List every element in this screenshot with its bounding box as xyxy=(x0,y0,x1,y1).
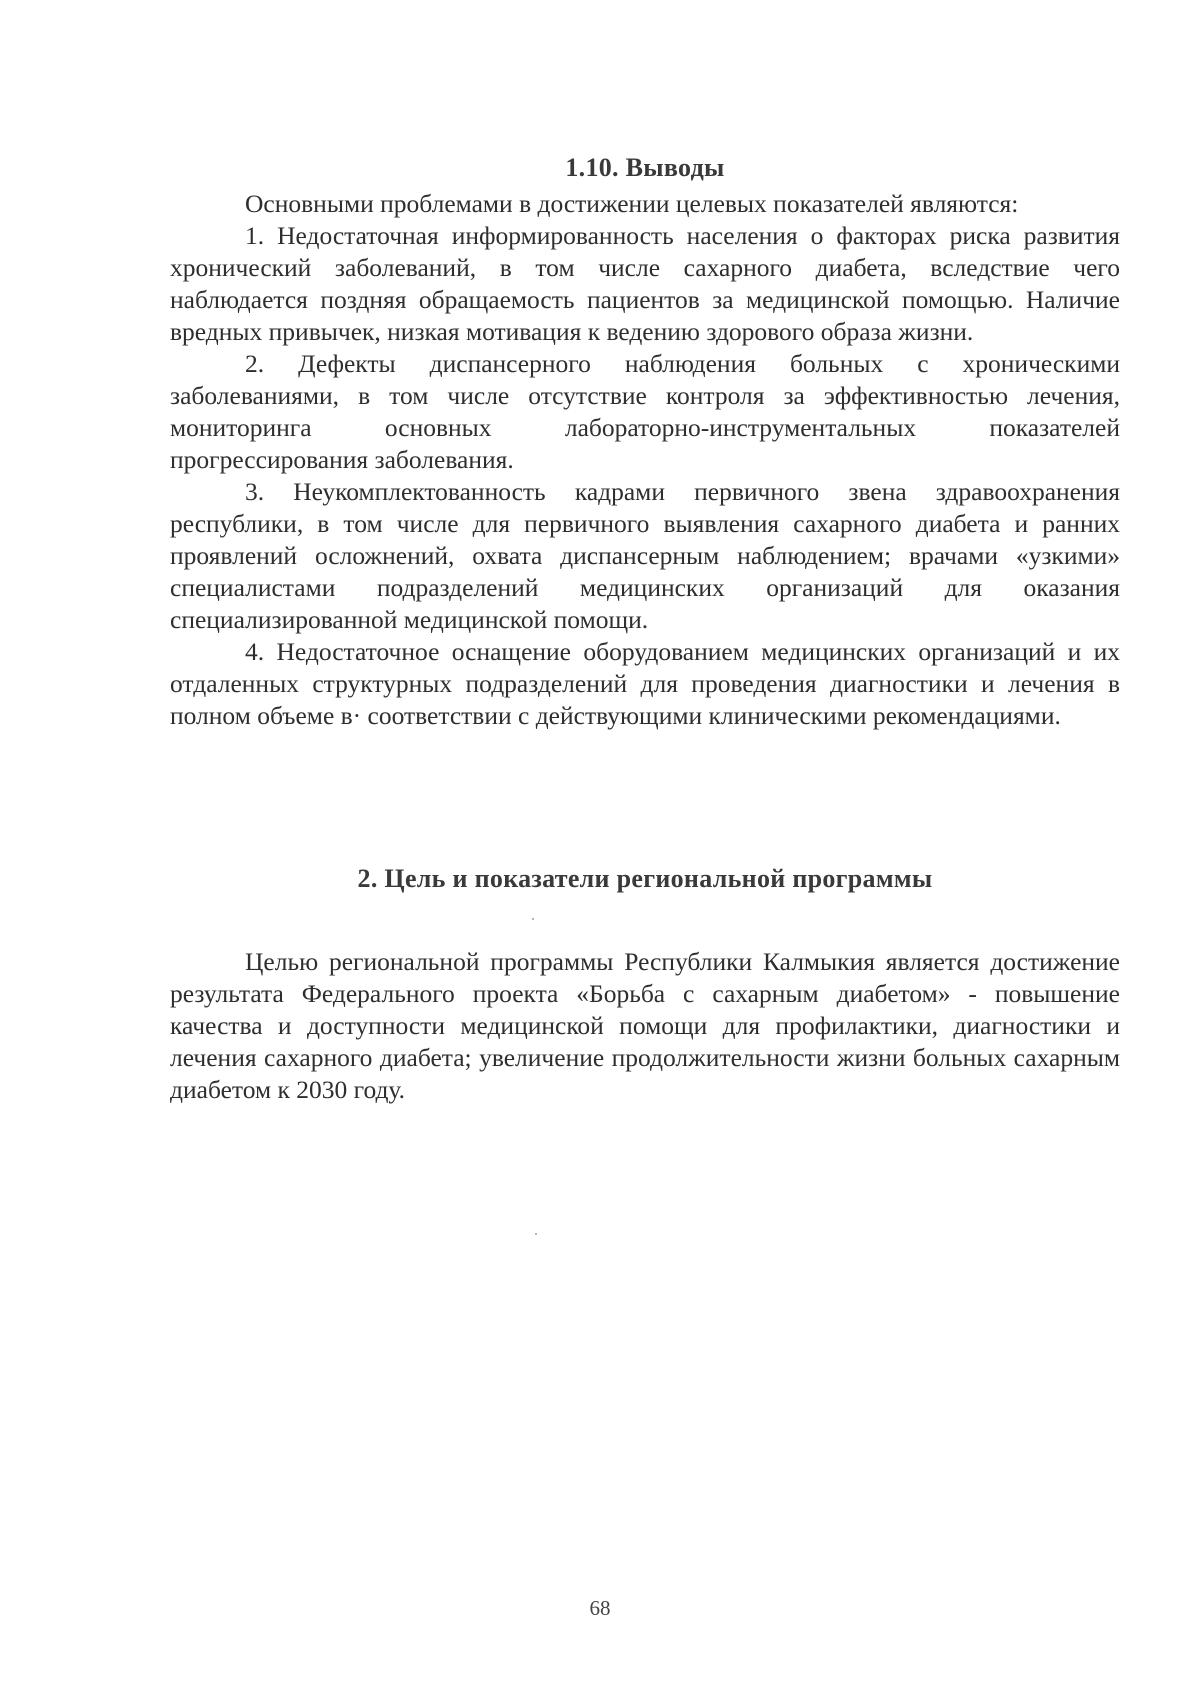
conclusion-item-4: 4. Недостаточное оснащение оборудованием медицинских организаций и их отдаленных структурных подразделений для проведения диагностики и лечения в полном объеме в· соответствии с действующими клиническими рекомендациями. xyxy=(170,637,1120,730)
conclusion-item-2: 2. Дефекты диспансерного наблюдения больных с хроническими заболеваниями, в том числе отсутствие контроля за эффективностью лечения, мониторинга основных лабораторно-инструментальных показателей прогрессирования заболевания. xyxy=(170,349,1120,474)
conclusions-body xyxy=(170,188,1120,732)
goal-paragraph: Целью региональной программы Республики Калмыкия является достижение результата Федерального проекта «Борьба с сахарным диабетом» - повышение качества и доступности медицинской помощи для профилактики, диагностики и лечения сахарного диабета; увеличение продолжительности жизни больных сахарным диабетом к 2030 году. xyxy=(170,947,1120,1104)
conclusion-item-1: 1. Недостаточная информированность населения о факторах риска развития хронический заболеваний, в том числе сахарного диабета, вследствие чего наблюдается поздняя обращаемость пациентов за медицинской помощью. Наличие вредных привычек, низкая мотивация к ведению здорового образа жизни. xyxy=(170,221,1120,346)
conclusion-item-3: 3. Неукомплектованность кадрами первичного звена здравоохранения республики, в том числе для первичного выявления сахарного диабета и ранних проявлений осложнений, охвата диспансерным наблюдением; врачами «узкими» специалистами подразделений медицинских организаций для оказания специализированной медицинской помощи. xyxy=(170,477,1120,634)
scan-speck xyxy=(532,918,534,920)
section-heading-goal: 2. Цель и показатели региональной программы xyxy=(357,864,933,893)
page-number: 68 xyxy=(589,1596,611,1620)
conclusions-intro: Основными проблемами в достижении целевых показателей являются: xyxy=(245,189,1019,218)
scan-speck xyxy=(535,1233,537,1235)
goal-body xyxy=(170,946,1120,1106)
section-heading-conclusions: 1.10. Выводы xyxy=(565,153,725,182)
